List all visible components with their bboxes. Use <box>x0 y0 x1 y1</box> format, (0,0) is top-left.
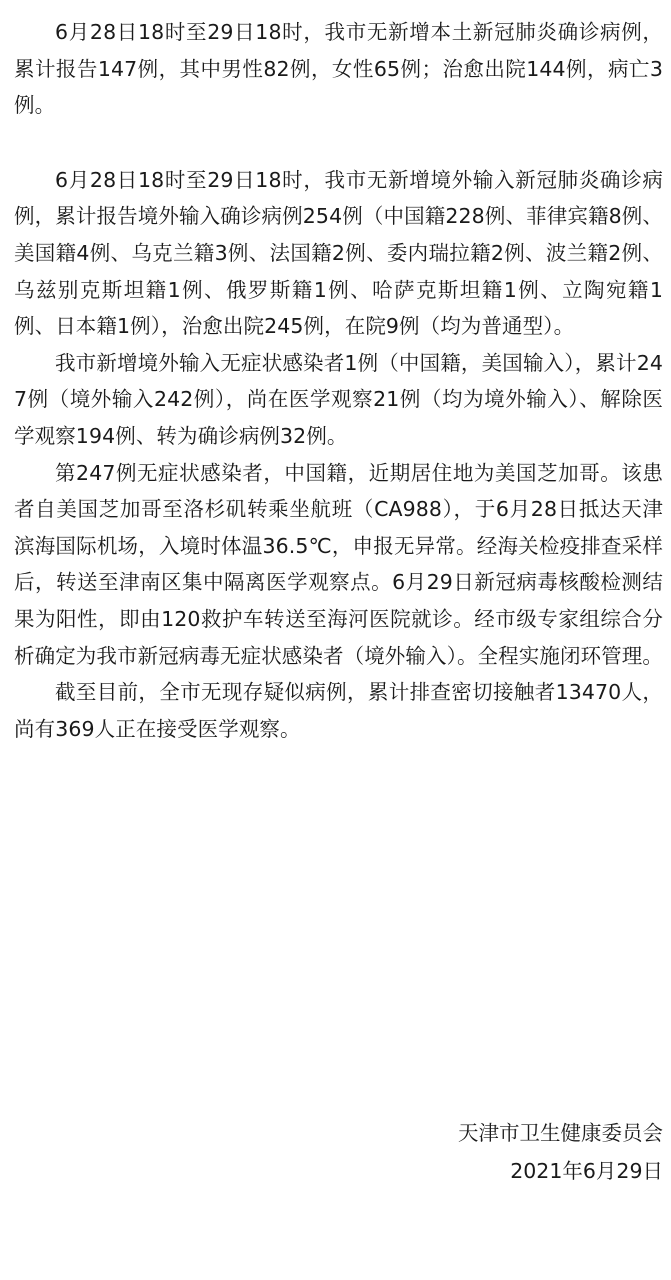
paragraph-asymptomatic-summary: 我市新增境外输入无症状感染者1例（中国籍，美国输入），累计247例（境外输入242例），尚在医学观察21例（均为境外输入）、解除医学观察194例、转为确诊病例32例。 <box>14 350 663 448</box>
signature-block <box>458 1114 663 1190</box>
issuing-organization: 天津市卫生健康委员会 <box>458 1121 663 1145</box>
issue-date: 2021年6月29日 <box>510 1159 663 1183</box>
paragraph-case-detail: 第247例无症状感染者，中国籍，近期居住地为美国芝加哥。该患者自美国芝加哥至洛杉矶转乘坐航班（CA988），于6月28日抵达天津滨海国际机场，入境时体温36.5℃，申报无异常。经海关检疫排查采样后，转送至津南区集中隔离医学观察点。6月29日新冠病毒核酸检测结果为阳性，即由120救护车转送至海河医院就诊。经市级专家组综合分析确定为我市新冠病毒无症状感染者（境外输入）。全程实施闭环管理。 <box>14 460 663 668</box>
paragraph-close-contacts: 截至目前，全市无现存疑似病例，累计排查密切接触者13470人，尚有369人正在接受医学观察。 <box>14 680 663 741</box>
paragraph-imported-cases: 6月28日18时至29日18时，我市无新增境外输入新冠肺炎确诊病例，累计报告境外输入确诊病例254例（中国籍228例、菲律宾籍8例、美国籍4例、乌克兰籍3例、法国籍2例、委内瑞拉籍2例、波兰籍2例、乌兹别克斯坦籍1例、俄罗斯籍1例、哈萨克斯坦籍1例、立陶宛籍1例、日本籍1例），治愈出院245例，在院9例（均为普通型）。 <box>14 167 663 339</box>
paragraph-local-cases: 6月28日18时至29日18时，我市无新增本土新冠肺炎确诊病例，累计报告147例，其中男性82例，女性65例；治愈出院144例，病亡3例。 <box>14 20 663 118</box>
